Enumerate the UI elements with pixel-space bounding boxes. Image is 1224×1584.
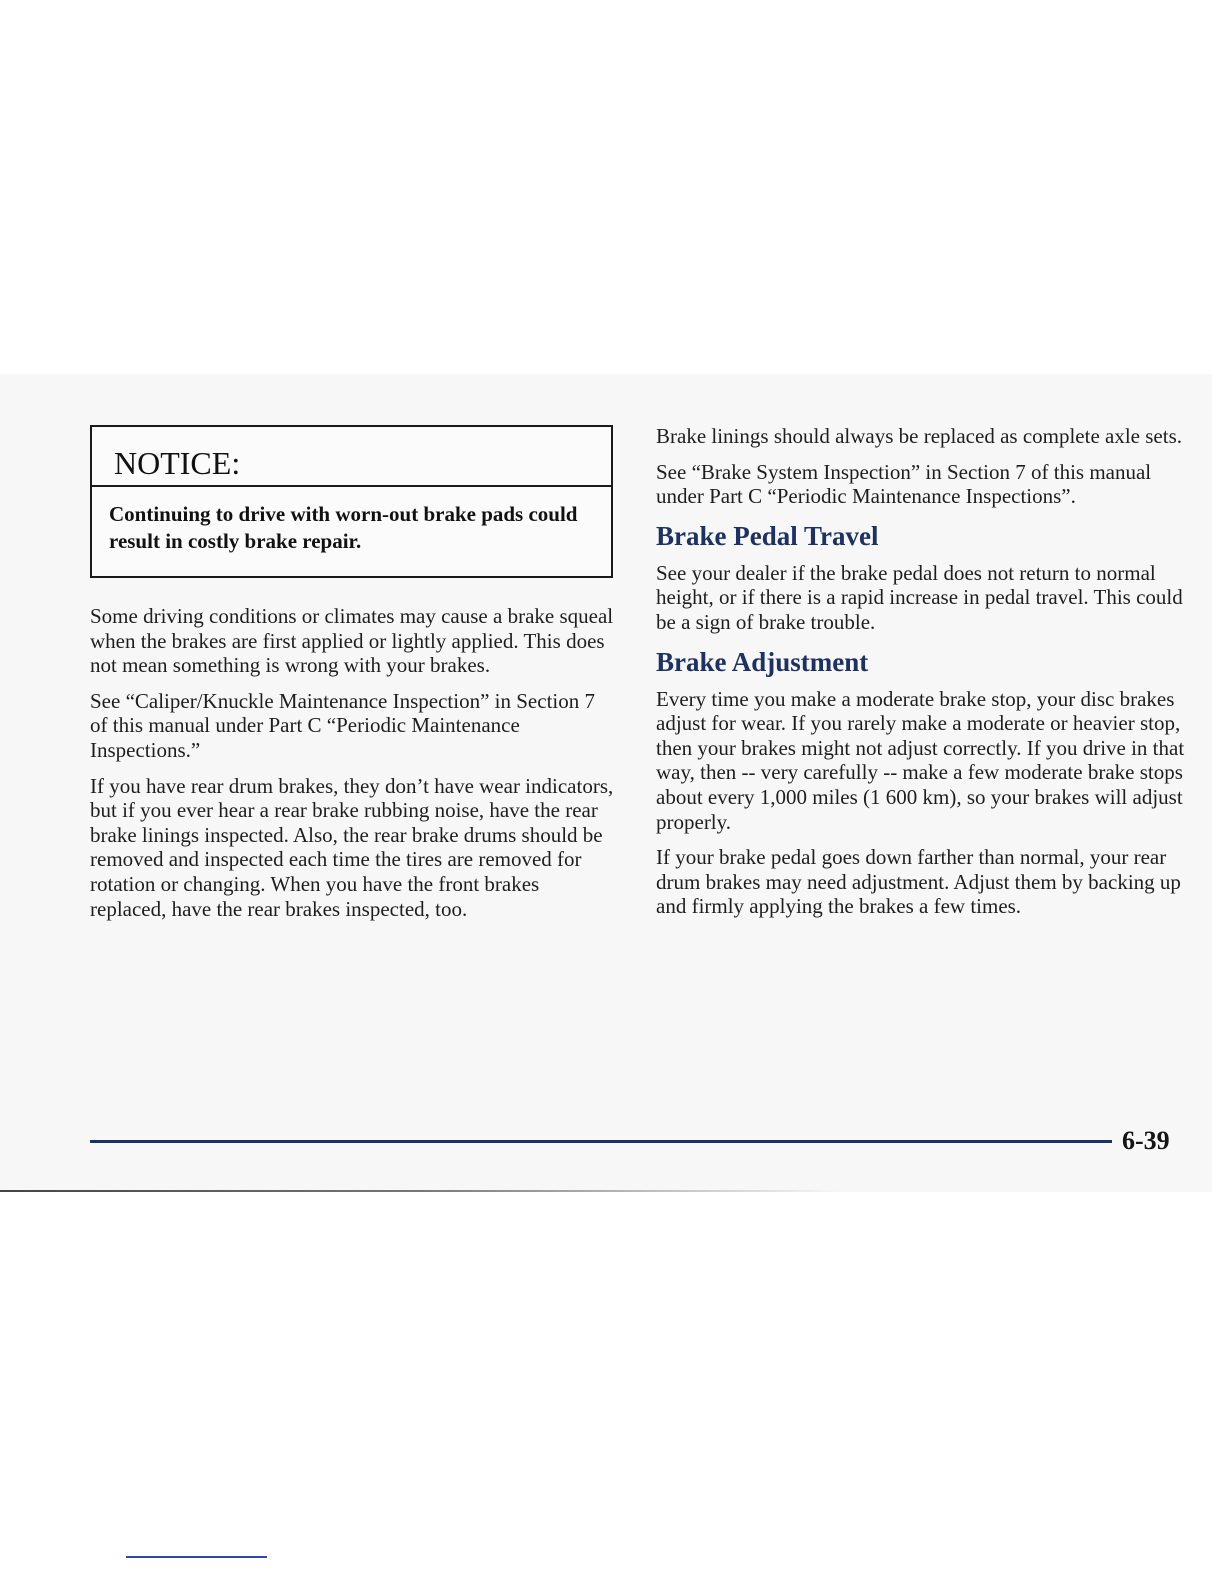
left-column bbox=[90, 604, 615, 932]
heading-brake-pedal-travel: Brake Pedal Travel bbox=[656, 520, 879, 551]
notice-title: NOTICE: bbox=[92, 427, 611, 487]
paragraph-brake-linings: Brake linings should always be replaced as complete axle sets. bbox=[656, 424, 1183, 448]
paragraph-rear-drum-brakes: If you have rear drum brakes, they don’t have wear indicators, but if you ever hear a rear brake rubbing noise, have the rear brake linings inspected. Also, the rear brake drums should be removed and inspected each time the tires are removed for rotation or changing. When you have the front brakes replaced, have the rear brakes inspected, too. bbox=[90, 773, 614, 921]
notice-box bbox=[90, 425, 613, 578]
page-number: 6-39 bbox=[1122, 1126, 1170, 1155]
paragraph-disc-adjustment: Every time you make a moderate brake stop, your disc brakes adjust for wear. If you rarely make a moderate or heavier stop, then your brakes might not adjust correctly. If you drive in that way, then -- very carefully -- make a few moderate brake stops about every 1,000 miles (1 600 km), so your brakes will adjust properly. bbox=[656, 686, 1185, 834]
stray-mark bbox=[126, 1556, 267, 1558]
paragraph-system-inspection: See “Brake System Inspection” in Section 7 of this manual under Part C “Periodic Maintenance Inspections”. bbox=[656, 459, 1152, 509]
right-column bbox=[656, 424, 1188, 930]
footer-rule bbox=[90, 1140, 1112, 1143]
paragraph-brake-squeal: Some driving conditions or climates may cause a brake squeal when the brakes are first applied or lightly applied. This does not mean something is wrong with your brakes. bbox=[90, 604, 614, 678]
paragraph-drum-adjustment: If your brake pedal goes down farther than normal, your rear drum brakes may need adjustment. Adjust them by backing up and firmly applying the brakes a few times. bbox=[656, 845, 1181, 919]
heading-brake-adjustment: Brake Adjustment bbox=[656, 646, 869, 677]
scan-edge-line bbox=[0, 1190, 840, 1192]
notice-text: Continuing to drive with worn-out brake pads could result in costly brake repair. bbox=[109, 502, 578, 553]
paragraph-pedal-travel: See your dealer if the brake pedal does not return to normal height, or if there is a rapid increase in pedal travel. This could be a sign of brake trouble. bbox=[656, 560, 1183, 634]
paragraph-caliper-inspection: See “Caliper/Knuckle Maintenance Inspection” in Section 7 of this manual under Part C “Periodic Maintenance Inspections.” bbox=[90, 688, 595, 762]
